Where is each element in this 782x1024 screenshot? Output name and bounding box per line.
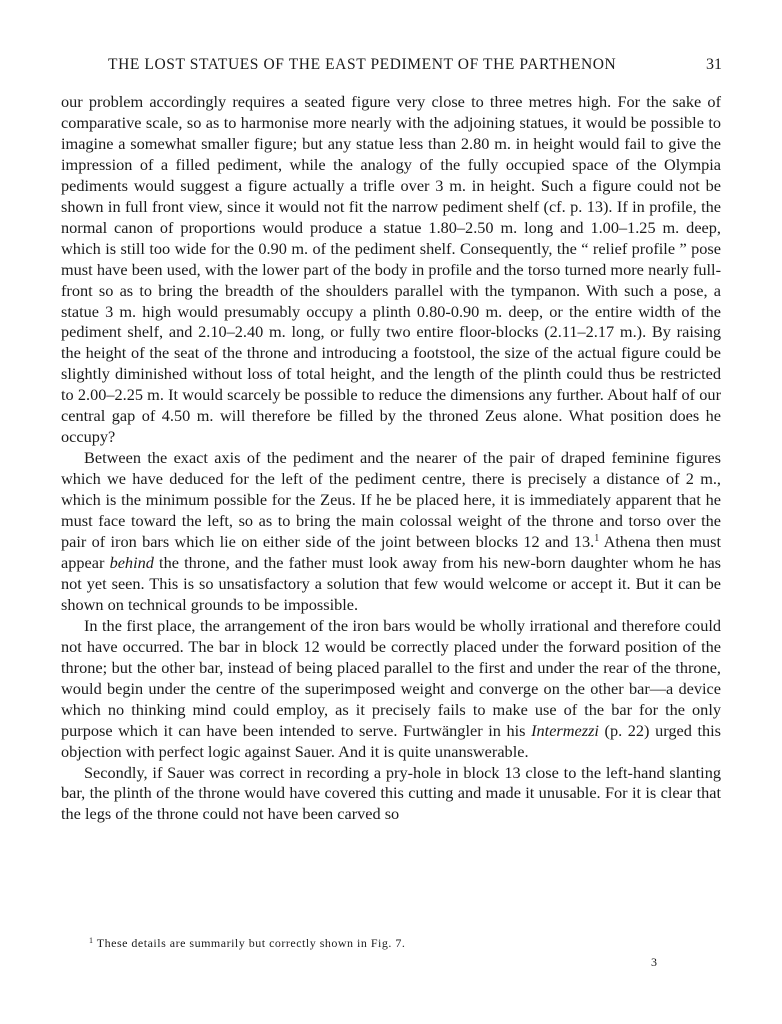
running-head-title: THE LOST STATUES OF THE EAST PEDIMENT OF THE PARTHENON (108, 56, 617, 73)
emphasis-intermezzi: Intermezzi (531, 720, 599, 740)
paragraph-1 (61, 92, 721, 448)
paragraph-1-text: our problem accordingly requires a seated figure very close to three metres high. For the sake of comparative scale, so as to harmonise more nearly with the adjoining statues, it would be possible to imagine a somewhat smaller figure; but any statue less than 2.80 m. in height would fail to give the impression of a filled pediment, while the analogy of the fully occupied space of the Olympia pediments would suggest a figure actually a trifle over 3 m. in height. Such a figure could not be shown in full front view, since it would not fit the narrow pediment shelf (cf. p. 13). If in profile, the normal canon of proportions would produce a statue 1.80–2.50 m. long and 1.00–1.25 m. deep, which is still too wide for the 0.90 m. of the pediment shelf. Consequently, the “ relief profile ” pose must have been used, with the lower part of the body in profile and the torso turned more nearly full-front so as to bring the breadth of the shoulders parallel with the tympanon. With such a pose, a statue 3 m. high would presumably occupy a plinth 0.80-0.90 m. deep, or the entire width of the pediment shelf, and 2.10–2.40 m. long, or fully two entire floor-blocks (2.11–2.17 m.). By raising the height of the seat of the throne and introducing a footstool, the size of the actual figure could be slightly diminished without loss of total height, and the length of the plinth could thus be restricted to 2.00–2.25 m. It would scarcely be possible to reduce the dimensions any further. About half of our central gap of 4.50 m. will therefore be filled by the throned Zeus alone. What position does he occupy? (61, 92, 721, 447)
paragraph-3-text-a: In the first place, the arrangement of the iron bars would be wholly irrational and therefore could not have occurred. The bar in block 12 would be correctly placed under the forward position of the throne; but the other bar, instead of being placed parallel to the first and under the rear of the throne, would begin under the centre of the superimposed weight and converge on the other bar—a device which no thinking mind could employ, as it precisely fails to make use of the bar for the only purpose which it can have been intended to serve. Furtwängler in his (61, 615, 721, 740)
paragraph-4-text: Secondly, if Sauer was correct in recording a pry-hole in block 13 close to the left-hand slanting bar, the plinth of the throne would have covered this cutting and made it unusable. For it is clear that the legs of the throne could not have been carved so (61, 762, 721, 824)
emphasis-behind: behind (109, 552, 154, 572)
paragraph-2 (61, 448, 721, 616)
paragraph-2-text-c: the throne, and the father must look away from his new-born daughter whom he has not yet seen. This is so unsatisfactory a solution that few would welcome or accept it. But it can be shown on technical grounds to be impossible. (61, 552, 722, 614)
paragraph-4 (61, 763, 721, 826)
paragraph-2-text-b: Athena then must appear (61, 532, 721, 572)
footnote-text: These details are summarily but correctly shown in Fig. 7. (93, 936, 406, 950)
footnote (89, 936, 405, 951)
footnote-marker: 1 (89, 936, 94, 945)
paragraph-3-text-b: (p. 22) urged this objection with perfect logic against Sauer. And it is quite unanswerable. (61, 720, 721, 761)
signature-mark: 3 (651, 955, 657, 969)
footnote-reference: 1 (594, 533, 600, 545)
page-number: 31 (706, 56, 722, 73)
paragraph-3 (61, 616, 721, 763)
body-text (61, 92, 721, 825)
paragraph-2-text-a: Between the exact axis of the pediment and the nearer of the pair of draped feminine figures which we have deduced for the left of the pediment centre, there is precisely a distance of 2 m., which is the minimum possible for the Zeus. If he be placed here, it is immediately apparent that he must face toward the left, so as to bring the main colossal weight of the throne and torso over the pair of iron bars which lie on either side of the joint between blocks 12 and 13. (61, 448, 721, 552)
